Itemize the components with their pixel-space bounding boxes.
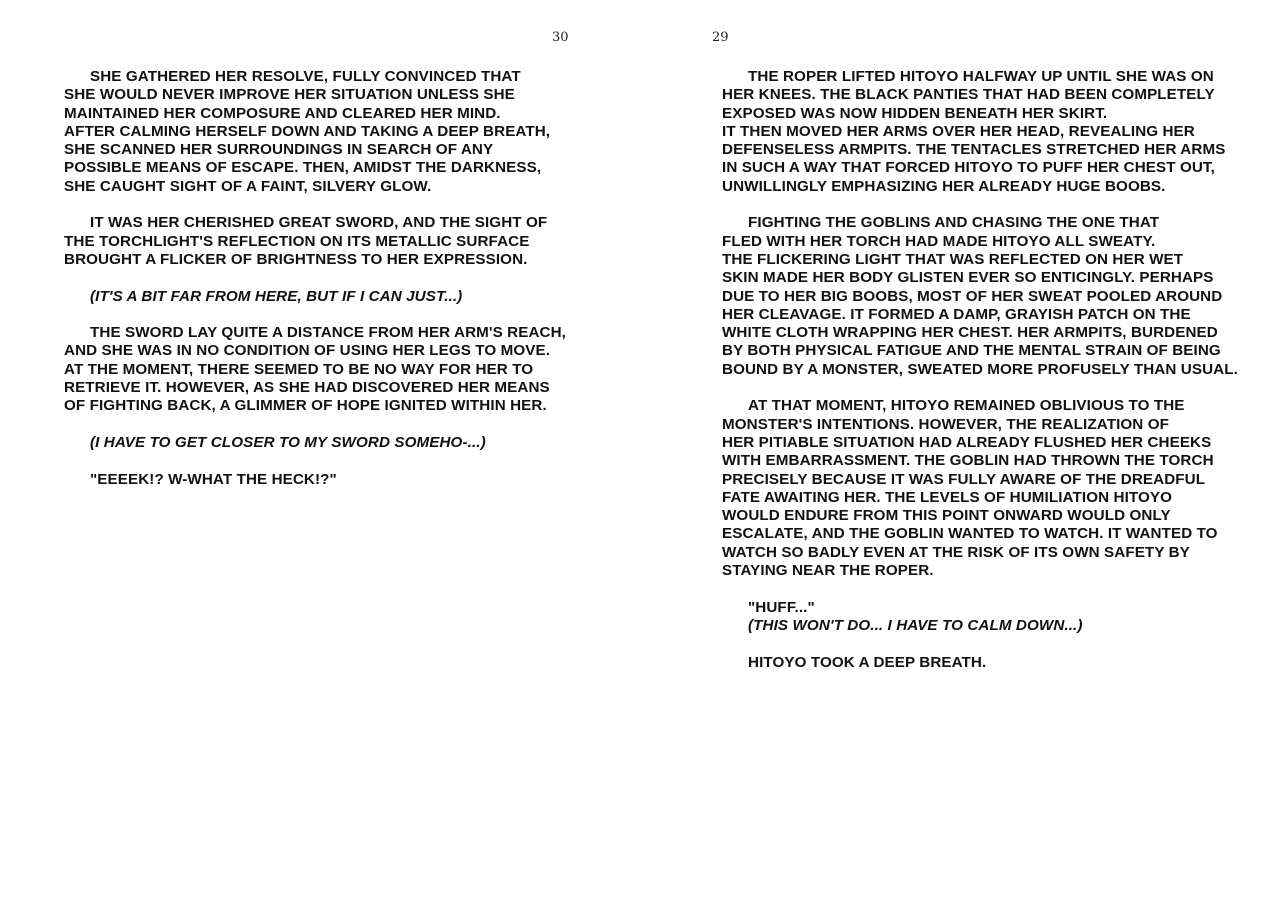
page-number: 29 [712, 30, 729, 45]
text-line: SHE WOULD NEVER IMPROVE HER SITUATION UNLESS SHE [64, 86, 515, 104]
text-line: THE FLICKERING LIGHT THAT WAS REFLECTED ON HER WET [722, 250, 1184, 268]
paragraph [722, 68, 1238, 196]
text-line: AT THAT MOMENT, HITOYO REMAINED OBLIVIOUS TO THE [748, 397, 1185, 415]
text-line: AFTER CALMING HERSELF DOWN AND TAKING A DEEP BREATH, [64, 122, 551, 140]
text-line: AT THE MOMENT, THERE SEEMED TO BE NO WAY FOR HER TO [64, 360, 534, 378]
text-line: FLED WITH HER TORCH HAD MADE HITOYO ALL SWEATY. [722, 232, 1156, 250]
page-number: 30 [552, 30, 569, 45]
text-line: HER CLEAVAGE. IT FORMED A DAMP, GRAYISH PATCH ON THE [722, 305, 1191, 323]
text-line: SHE GATHERED HER RESOLVE, FULLY CONVINCED THAT [90, 68, 521, 85]
text-line: WATCH SO BADLY EVEN AT THE RISK OF ITS OWN SAFETY BY [722, 543, 1190, 561]
paragraph [64, 214, 566, 269]
paragraph [64, 471, 566, 489]
paragraph [64, 68, 566, 196]
text-line: OF FIGHTING BACK, A GLIMMER OF HOPE IGNITED WITHIN HER. [64, 397, 547, 415]
paragraph [64, 324, 566, 415]
text-line: MAINTAINED HER COMPOSURE AND CLEARED HER MIND. [64, 104, 501, 122]
text-line: IT THEN MOVED HER ARMS OVER HER HEAD, REVEALING HER [722, 122, 1195, 140]
text-line: WHITE CLOTH WRAPPING HER CHEST. HER ARMPITS, BURDENED [722, 324, 1218, 342]
text-line: IN SUCH A WAY THAT FORCED HITOYO TO PUFF HER CHEST OUT, [722, 159, 1215, 177]
text-line: HITOYO TOOK A DEEP BREATH. [748, 653, 987, 671]
text-line: DEFENSELESS ARMPITS. THE TENTACLES STRETCHED HER ARMS [722, 141, 1226, 159]
paragraph [722, 654, 1238, 672]
text-line: BY BOTH PHYSICAL FATIGUE AND THE MENTAL STRAIN OF BEING [722, 342, 1221, 360]
thought-line: (IT'S A BIT FAR FROM HERE, BUT IF I CAN JUST...) [90, 287, 463, 305]
text-line: BOUND BY A MONSTER, SWEATED MORE PROFUSELY THAN USUAL. [722, 360, 1238, 378]
dialogue-line: "EEEEK!? W-WHAT THE HECK!?" [90, 470, 337, 488]
text-line: WOULD ENDURE FROM THIS POINT ONWARD WOULD ONLY [722, 507, 1171, 525]
text-line: DUE TO HER BIG BOOBS, MOST OF HER SWEAT POOLED AROUND [722, 287, 1223, 305]
paragraph [64, 434, 566, 452]
paragraph [722, 214, 1238, 379]
text-line: UNWILLINGLY EMPHASIZING HER ALREADY HUGE BOOBS. [722, 177, 1166, 195]
text-line: SHE CAUGHT SIGHT OF A FAINT, SILVERY GLOW. [64, 177, 432, 195]
thought-line: (I HAVE TO GET CLOSER TO MY SWORD SOMEHO-...) [90, 433, 486, 451]
text-line: FIGHTING THE GOBLINS AND CHASING THE ONE THAT [748, 214, 1160, 232]
paragraph [64, 288, 566, 306]
text-line: PRECISELY BECAUSE IT WAS FULLY AWARE OF THE DREADFUL [722, 470, 1206, 488]
body-text [64, 68, 566, 507]
dialogue-line: "HUFF..." [748, 598, 815, 616]
text-line: SKIN MADE HER BODY GLISTEN EVER SO ENTICINGLY. PERHAPS [722, 269, 1214, 287]
body-text [722, 68, 1238, 690]
text-line: THE SWORD LAY QUITE A DISTANCE FROM HER ARM'S REACH, [90, 324, 566, 342]
text-line: HER PITIABLE SITUATION HAD ALREADY FLUSHED HER CHEEKS [722, 433, 1212, 451]
text-line: FATE AWAITING HER. THE LEVELS OF HUMILIATION HITOYO [722, 488, 1173, 506]
text-line: MONSTER'S INTENTIONS. HOWEVER, THE REALIZATION OF [722, 415, 1169, 433]
text-line: HER KNEES. THE BLACK PANTIES THAT HAD BEEN COMPLETELY [722, 86, 1215, 104]
paragraph [722, 599, 1238, 636]
text-line: SHE SCANNED HER SURROUNDINGS IN SEARCH OF ANY [64, 141, 494, 159]
text-line: EXPOSED WAS NOW HIDDEN BENEATH HER SKIRT. [722, 104, 1108, 122]
paragraph [722, 397, 1238, 580]
text-line: ESCALATE, AND THE GOBLIN WANTED TO WATCH. IT WANTED TO [722, 525, 1218, 543]
text-line: AND SHE WAS IN NO CONDITION OF USING HER LEGS TO MOVE. [64, 342, 551, 360]
right-page [640, 0, 1280, 905]
text-line: BROUGHT A FLICKER OF BRIGHTNESS TO HER EXPRESSION. [64, 250, 528, 268]
text-line: WITH EMBARRASSMENT. THE GOBLIN HAD THROWN THE TORCH [722, 452, 1214, 470]
text-line: POSSIBLE MEANS OF ESCAPE. THEN, AMIDST THE DARKNESS, [64, 159, 542, 177]
text-line: THE TORCHLIGHT'S REFLECTION ON ITS METALLIC SURFACE [64, 232, 530, 250]
text-line: RETRIEVE IT. HOWEVER, AS SHE HAD DISCOVERED HER MEANS [64, 379, 550, 397]
thought-line: (THIS WON'T DO... I HAVE TO CALM DOWN...) [748, 616, 1083, 634]
text-line: STAYING NEAR THE ROPER. [722, 562, 934, 580]
text-line: IT WAS HER CHERISHED GREAT SWORD, AND THE SIGHT OF [90, 214, 548, 232]
text-line: THE ROPER LIFTED HITOYO HALFWAY UP UNTIL SHE WAS ON [748, 68, 1214, 85]
